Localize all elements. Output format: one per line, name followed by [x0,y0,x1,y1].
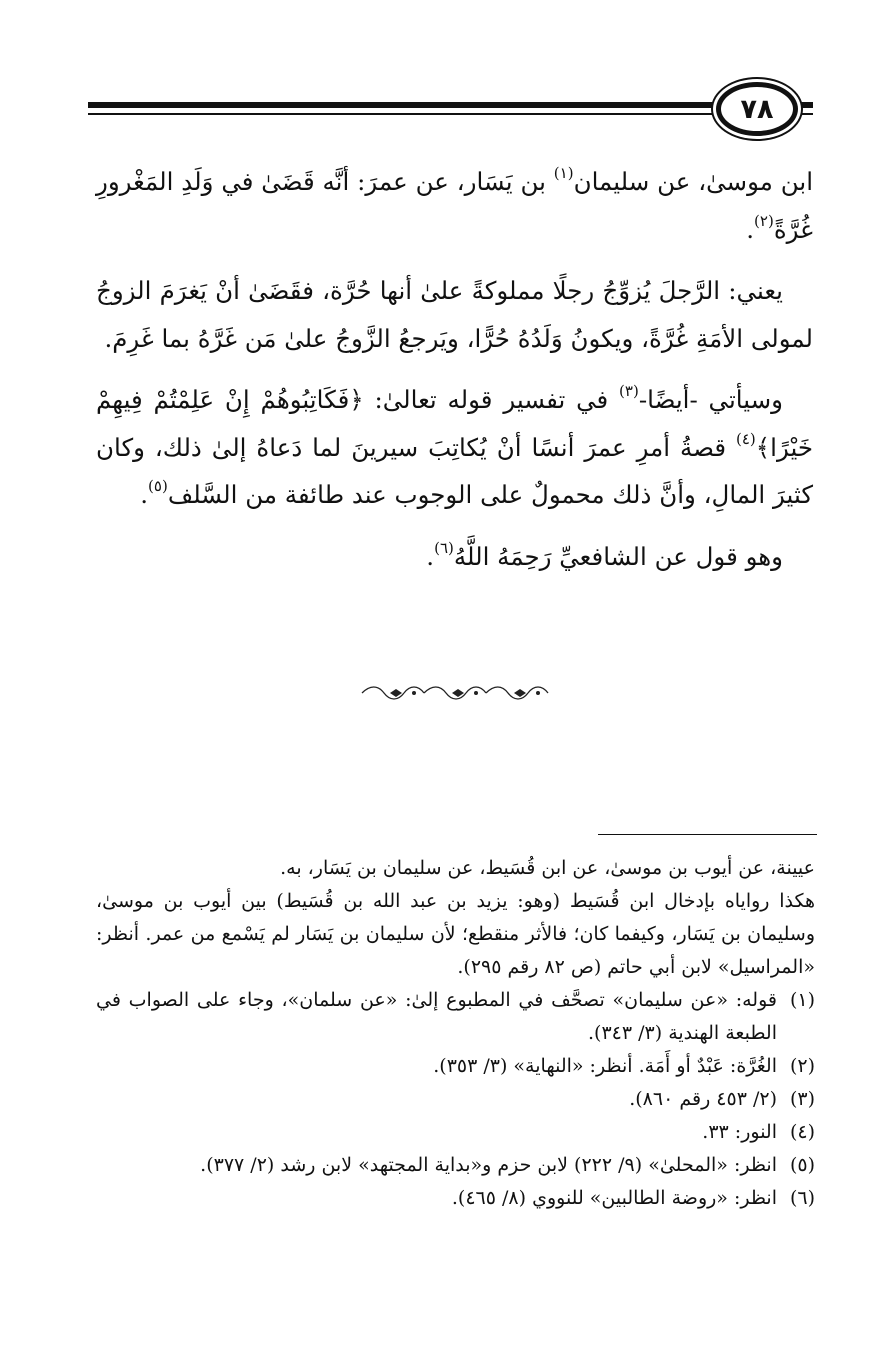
footnote-number[interactable]: (٤) [789,1121,815,1143]
footnote-separator [598,834,817,835]
footnote-continuation-line: عيينة، عن أيوب بن موسىٰ، عن ابن قُسَيط، عن سليمان بن يَسَار، به. [280,857,815,879]
footnote-ref[interactable]: (١) [553,164,574,182]
footnote-item [96,1083,815,1116]
footnote-number[interactable]: (٥) [789,1154,815,1176]
footnote-ref[interactable]: (٦) [434,538,454,557]
page-number: ٧٨ [740,93,774,125]
footnote-text: (٢/ ٤٥٣ رقم ٨٦٠). [629,1088,777,1110]
footnote-number[interactable]: (١) [789,989,815,1011]
paragraph [96,376,813,519]
text-run: في تفسير قوله تعالىٰ: ﴿فَكَاتِبُوهُمْ إِنْ عَلِمْتُمْ فِيهِمْ خَيْرًا﴾ [96,385,813,462]
text-run: . [426,541,435,571]
footnote-ref[interactable]: (٤) [736,429,756,448]
footnote-continuation [96,852,815,984]
text-run: ابن موسىٰ، عن سليمان [573,167,813,196]
footnotes [96,852,815,1215]
footnote-item [96,1182,815,1215]
footnote-continuation-line: هكذا رواياه بإدخال ابن قُسَيط (وهو: يزيد بن عبد الله بن قُسَيط) بين أيوب بن موسىٰ، وسليمان بن يَسَار، وكيفما كان؛ فالأثر منقطع؛ لأن سليمان بن يَسَار لم يَسْمع من عمر. أنظر: «المراسيل» لابن أبي حاتم (ص ٨٢ رقم ٢٩٥). [96,890,815,978]
footnote-item [96,984,815,1050]
main-text [96,158,813,594]
paragraph [96,158,813,253]
footnote-number[interactable]: (٣) [789,1088,815,1110]
footnote-text: الغُرَّة: عَبْدٌ أو أَمَة. أنظر: «النهاية» (٣/ ٣٥٣). [433,1055,777,1077]
footnote-item [96,1116,815,1149]
text-run: وهو قول عن الشافعيِّ رَحِمَهُ اللَّهُ [453,541,783,571]
footnote-number[interactable]: (٢) [789,1055,815,1077]
footnote-text: قوله: «عن سليمان» تصحَّف في المطبوع إلىٰ: «عن سلمان»، وجاء على الصواب في الطبعة الهندية (٣/ ٣٤٣). [96,989,777,1044]
footnote-ref[interactable]: (٣) [619,382,639,400]
floral-divider-icon [360,682,550,704]
footnote-text: انظر: «المحلىٰ» (٩/ ٢٢٢) لابن حزم و«بداية المجتهد» لابن رشد (٢/ ٣٧٧). [200,1154,777,1176]
footnote-ref[interactable]: (٥) [148,477,168,495]
header-rule-thin [88,113,813,115]
footnote-text: انظر: «روضة الطالبين» للنووي (٨/ ٤٦٥). [451,1187,777,1209]
footnote-item [96,1050,815,1083]
text-run: بن يَسَار، عن عمرَ: أنَّه قَضَىٰ في وَلَدِ المَغْرورِ غُرَّةً [96,167,813,244]
footnote-text: النور: ٣٣. [702,1121,777,1143]
paragraph [96,533,813,581]
text-run: . [746,214,755,244]
footnote-number[interactable]: (٦) [789,1187,815,1209]
text-run: قصةُ أمرِ عمرَ أنسًا أنْ يُكاتِبَ سيرينَ لما دَعاهُ إلىٰ ذلك، وكان كثيرَ المالِ، وأنَّ ذلك محمولٌ على الوجوب عند طائفة من السَّلف [96,432,813,509]
footnote-item [96,1149,815,1182]
header-rule-thick [88,102,813,108]
text-run: يعني: الرَّجلَ يُزوِّجُ رجلًا مملوكةً علىٰ أنها حُرَّة، فقَضَىٰ أنْ يَغرَمَ الزوجُ لمولى الأمَةِ غُرَّةً، ويكونُ وَلَدُهُ حُرًّا، ويَرجعُ الزَّوجُ علىٰ مَن غَرَّهُ بما غَرِمَ. [96,276,813,353]
text-run: . [140,480,149,509]
page-number-badge [716,82,798,136]
page-header [88,82,813,136]
footnote-ref[interactable]: (٢) [754,211,774,230]
text-run: وسيأتي -أيضًا- [638,385,783,414]
paragraph [96,267,813,362]
